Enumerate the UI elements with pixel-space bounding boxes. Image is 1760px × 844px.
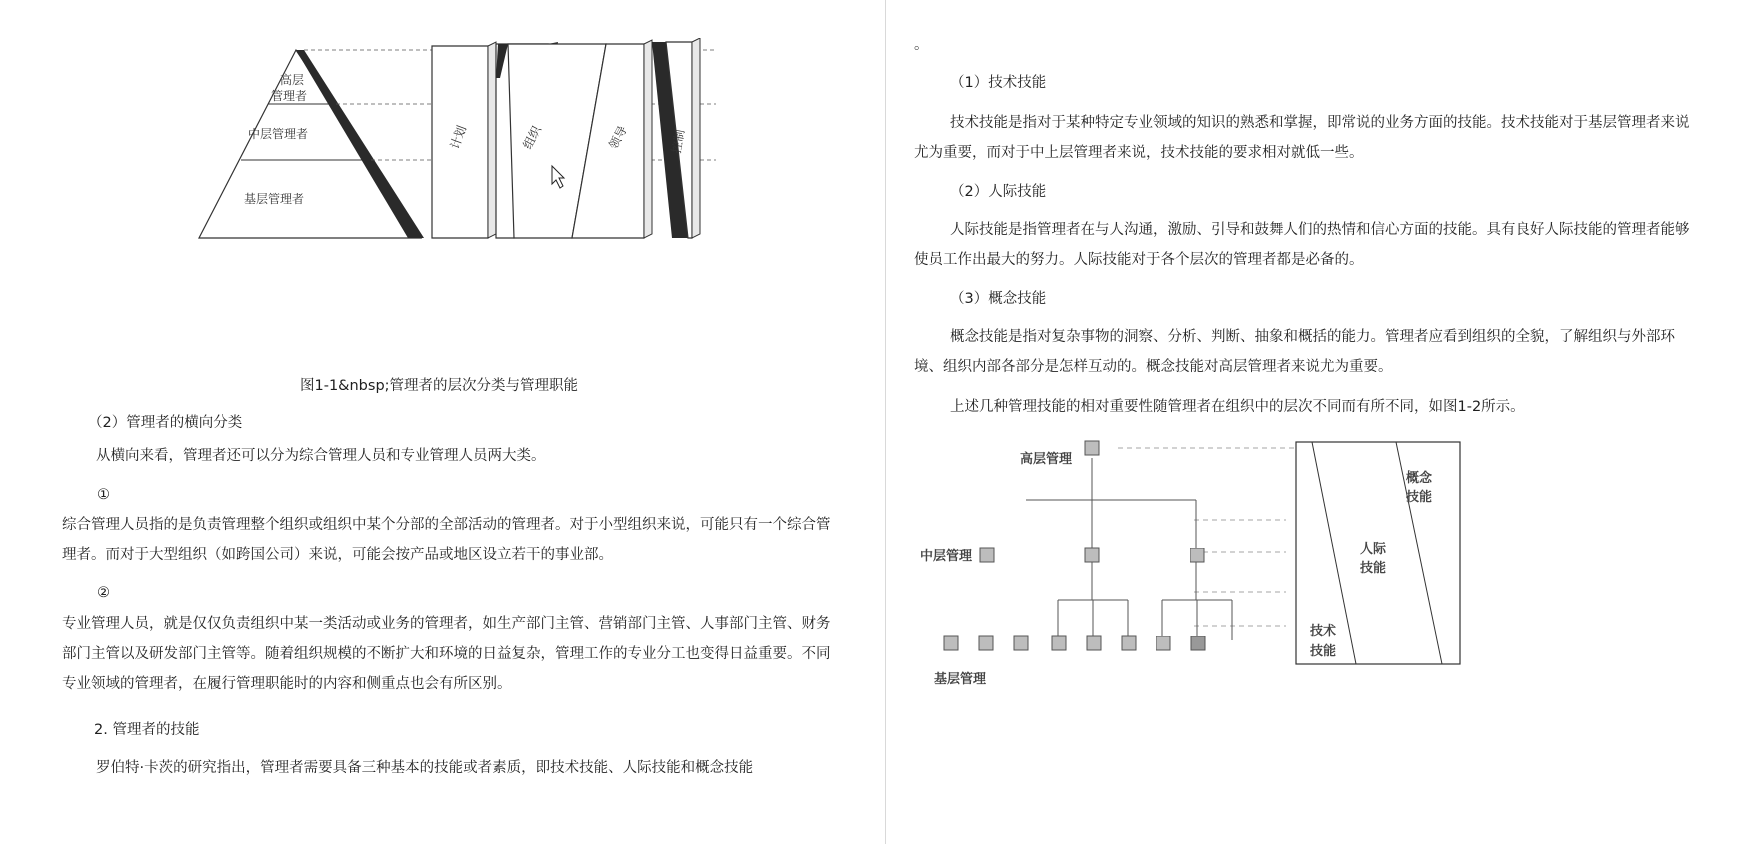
marker-2: ② xyxy=(97,585,110,601)
right-page xyxy=(886,0,1760,844)
label-tech-2: 技能 xyxy=(1310,644,1337,659)
label-concept-1: 概念 xyxy=(1406,471,1433,486)
section-heading-horizontal: （2）管理者的横向分类 xyxy=(88,415,243,431)
label-mid-manager: 中层管理者 xyxy=(248,127,309,141)
intro-text: 从横向来看，管理者还可以分为综合管理人员和专业管理人员两大类。 xyxy=(96,448,546,464)
label-top-manager-1: 高层 xyxy=(280,73,305,87)
label-base-management: 基层管理 xyxy=(934,672,987,687)
heading-interpersonal-skill: （2）人际技能 xyxy=(950,184,1047,200)
label-middle-management: 中层管理 xyxy=(920,549,973,564)
paragraph-specialist-managers: 专业管理人员，就是仅仅负责组织中某一类活动或业务的管理者，如生产部门主管、营销部门主管、人事部门主管、财务部门主管以及研发部门主管等。随着组织规模的不断扩大和环境的日益复杂，管理工作的专业分工也变得日益重要。不同专业领域的管理者，在履行管理职能时的内容和侧重点也会有所区别。 xyxy=(62,616,831,692)
paragraph-technical-skill: 技术技能是指对于某种特定专业领域的知识的熟悉和掌握，即常说的业务方面的技能。技术技能对于基层管理者来说尤为重要，而对于中上层管理者来说，技术技能的要求相对就低一些。 xyxy=(914,115,1690,161)
label-tech-1: 技术 xyxy=(1310,624,1337,639)
marker-1: ① xyxy=(97,487,110,503)
org-nodes-mid-right xyxy=(1190,548,1210,568)
label-control: 控制 xyxy=(669,128,688,155)
label-base-manager: 基层管理者 xyxy=(244,192,305,206)
label-lead: 领导 xyxy=(606,123,630,152)
heading-manager-skills: 2. 管理者的技能 xyxy=(94,722,200,738)
heading-technical-skill: （1）技术技能 xyxy=(950,75,1047,91)
paragraph-interpersonal-skill: 人际技能是指管理者在与人沟通，激励、引导和鼓舞人们的热情和信心方面的技能。具有良好人际技能的管理者能够使员工作出最大的努力。人际技能对于各个层次的管理者都是必备的。 xyxy=(914,222,1690,268)
paragraph-conceptual-skill: 概念技能是指对复杂事物的洞察、分析、判断、抽象和概括的能力。管理者应看到组织的全貌，了解组织与外部环境、组织内部各部分是怎样互动的。概念技能对高层管理者来说尤为重要。 xyxy=(914,329,1675,375)
label-plan: 计划 xyxy=(447,123,470,152)
label-concept-2: 技能 xyxy=(1406,490,1433,505)
label-people-1: 人际 xyxy=(1360,542,1387,557)
org-nodes-right xyxy=(1156,636,1216,656)
paragraph-summary: 上述几种管理技能的相对重要性随管理者在组织中的层次不同而有所不同，如图1-2所示。 xyxy=(950,399,1525,415)
paragraph-general-managers: 综合管理人员指的是负责管理整个组织或组织中某个分部的全部活动的管理者。对于小型组织来说，可能只有一个综合管理者。而对于大型组织（如跨国公司）来说，可能会按产品或地区设立若干的事业部。 xyxy=(62,517,831,563)
heading-conceptual-skill: （3）概念技能 xyxy=(950,291,1047,307)
figure-management-levels xyxy=(196,38,736,248)
paragraph-katz: 罗伯特·卡茨的研究指出，管理者需要具备三种基本的技能或者素质，即技术技能、人际技能和概念技能 xyxy=(96,760,754,776)
label-top-management: 高层管理 xyxy=(1020,452,1073,467)
label-top-manager-2: 管理者 xyxy=(271,89,308,103)
label-people-2: 技能 xyxy=(1360,561,1387,576)
figure1-caption: 图1-1&nbsp;管理者的层次分类与管理职能 xyxy=(300,378,579,394)
label-organize: 组织 xyxy=(520,123,544,152)
top-mark: 。 xyxy=(914,37,929,53)
